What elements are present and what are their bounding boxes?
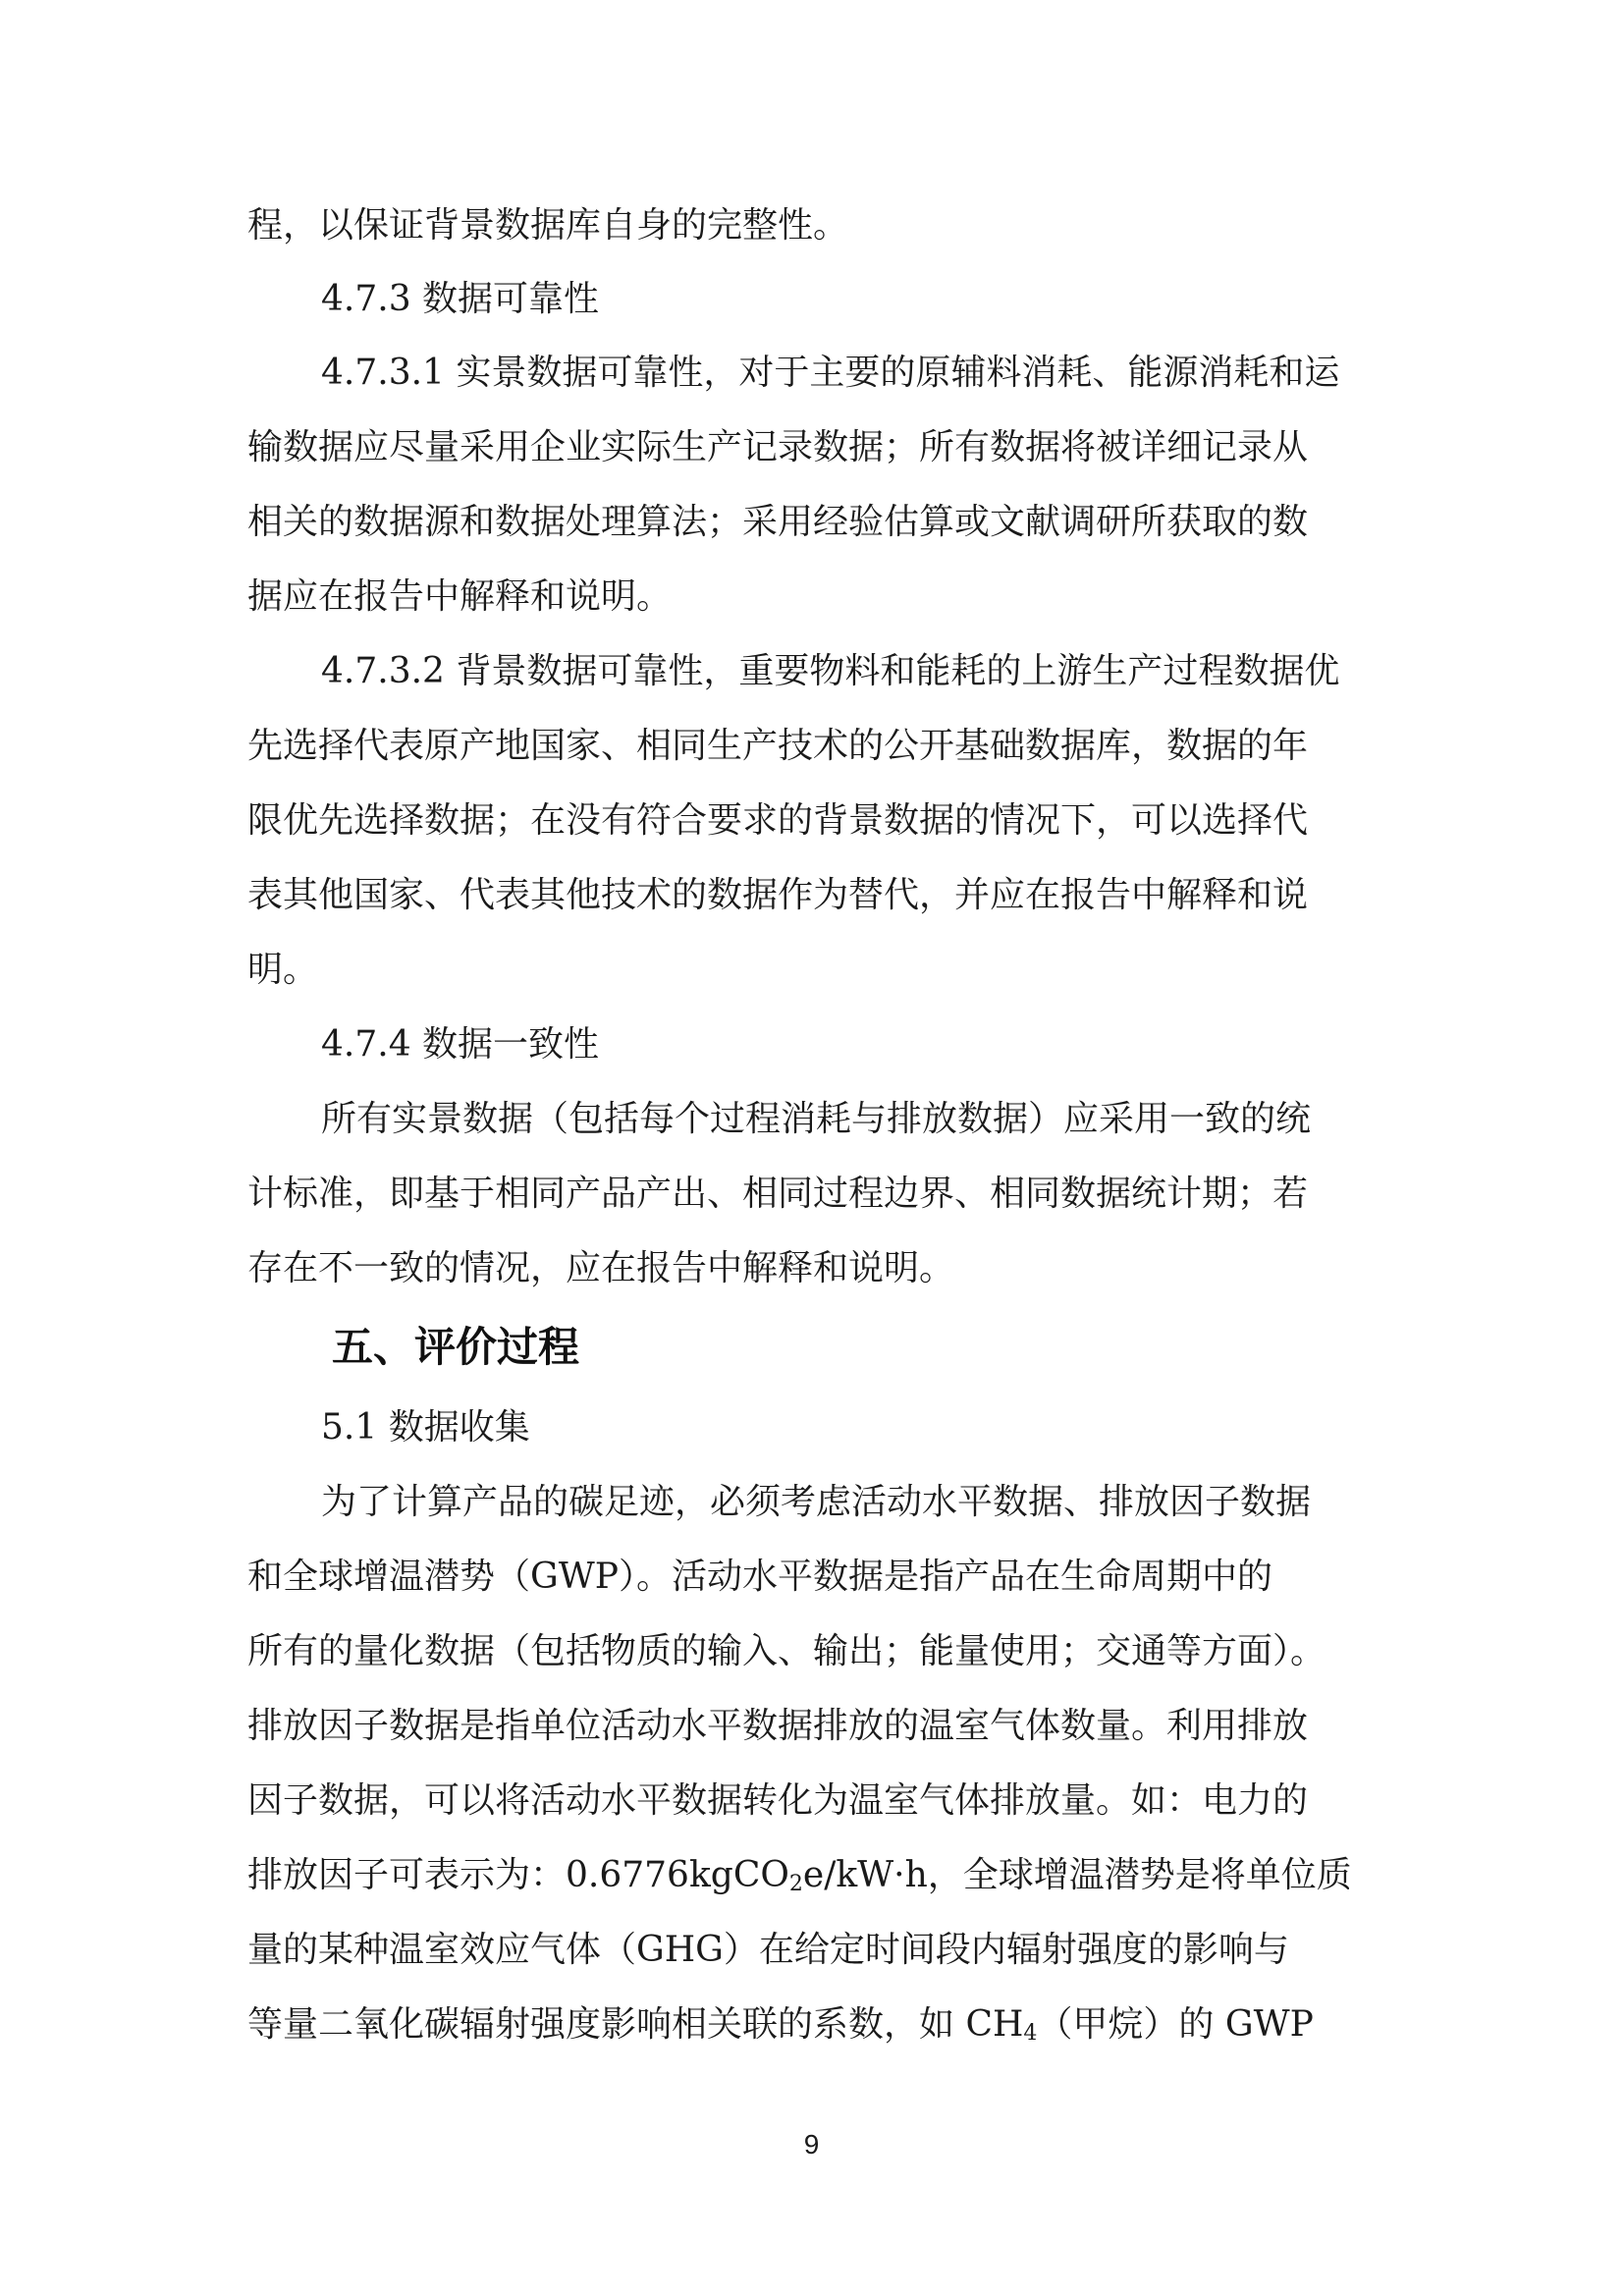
paragraph-line: 计标准，即基于相同产品产出、相同过程边界、相同数据统计期；若 xyxy=(247,1174,1309,1214)
paragraph-line: 量的某种温室效应气体（GHG）在给定时间段内辐射强度的影响与 xyxy=(247,1930,1289,1970)
paragraph-line: 限优先选择数据；在没有符合要求的背景数据的情况下，可以选择代 xyxy=(247,800,1309,841)
paragraph-line: 明。 xyxy=(247,950,319,990)
paragraph-line: 4.7.3.2 背景数据可靠性，重要物料和能耗的上游生产过程数据优 xyxy=(321,651,1340,691)
paragraph-line: 因子数据，可以将活动水平数据转化为温室气体排放量。如：电力的 xyxy=(247,1780,1309,1821)
paragraph-line: 所有的量化数据（包括物质的输入、输出；能量使用；交通等方面）。 xyxy=(247,1631,1326,1671)
paragraph-line xyxy=(247,1852,1352,1899)
page-number: 9 xyxy=(803,2129,820,2159)
paragraph-line: 所有实景数据（包括每个过程消耗与排放数据）应采用一致的统 xyxy=(321,1099,1312,1139)
subscript: 2 xyxy=(788,1872,803,1896)
paragraph-line: 4.7.3.1 实景数据可靠性，对于主要的原辅料消耗、能源消耗和运 xyxy=(321,353,1340,393)
paragraph-line xyxy=(247,2001,1314,2049)
paragraph-line: 输数据应尽量采用企业实际生产记录数据；所有数据将被详细记录从 xyxy=(247,427,1309,467)
paragraph-line: 排放因子数据是指单位活动水平数据排放的温室气体数量。利用排放 xyxy=(247,1706,1309,1746)
paragraph-line: 存在不一致的情况，应在报告中解释和说明。 xyxy=(247,1248,955,1288)
section-heading-5-1: 5.1 数据收集 xyxy=(321,1407,530,1448)
subscript: 4 xyxy=(1023,2021,1038,2046)
line-text-post: （甲烷）的 GWP xyxy=(1037,2004,1314,2045)
line-text-post: e/kW·h，全球增温潜势是将单位质 xyxy=(802,1855,1352,1895)
paragraph-line: 为了计算产品的碳足迹，必须考虑活动水平数据、排放因子数据 xyxy=(321,1482,1312,1522)
paragraph-line: 相关的数据源和数据处理算法；采用经验估算或文献调研所获取的数 xyxy=(247,502,1309,542)
paragraph-line: 据应在报告中解释和说明。 xyxy=(247,576,673,617)
section-heading-4-7-3: 4.7.3 数据可靠性 xyxy=(321,279,600,319)
paragraph-line: 先选择代表原产地国家、相同生产技术的公开基础数据库，数据的年 xyxy=(247,726,1309,766)
paragraph-line: 程，以保证背景数据库自身的完整性。 xyxy=(247,205,849,246)
paragraph-line: 和全球增温潜势（GWP）。活动水平数据是指产品在生命周期中的 xyxy=(247,1557,1272,1597)
line-text-pre: 排放因子可表示为：0.6776kgCO xyxy=(247,1855,789,1895)
section-heading-4-7-4: 4.7.4 数据一致性 xyxy=(321,1024,600,1065)
line-text-pre: 等量二氧化碳辐射强度影响相关联的系数，如 CH xyxy=(247,2004,1024,2045)
paragraph-line: 表其他国家、代表其他技术的数据作为替代，并应在报告中解释和说 xyxy=(247,875,1309,915)
chapter-heading: 五、评价过程 xyxy=(332,1323,580,1371)
